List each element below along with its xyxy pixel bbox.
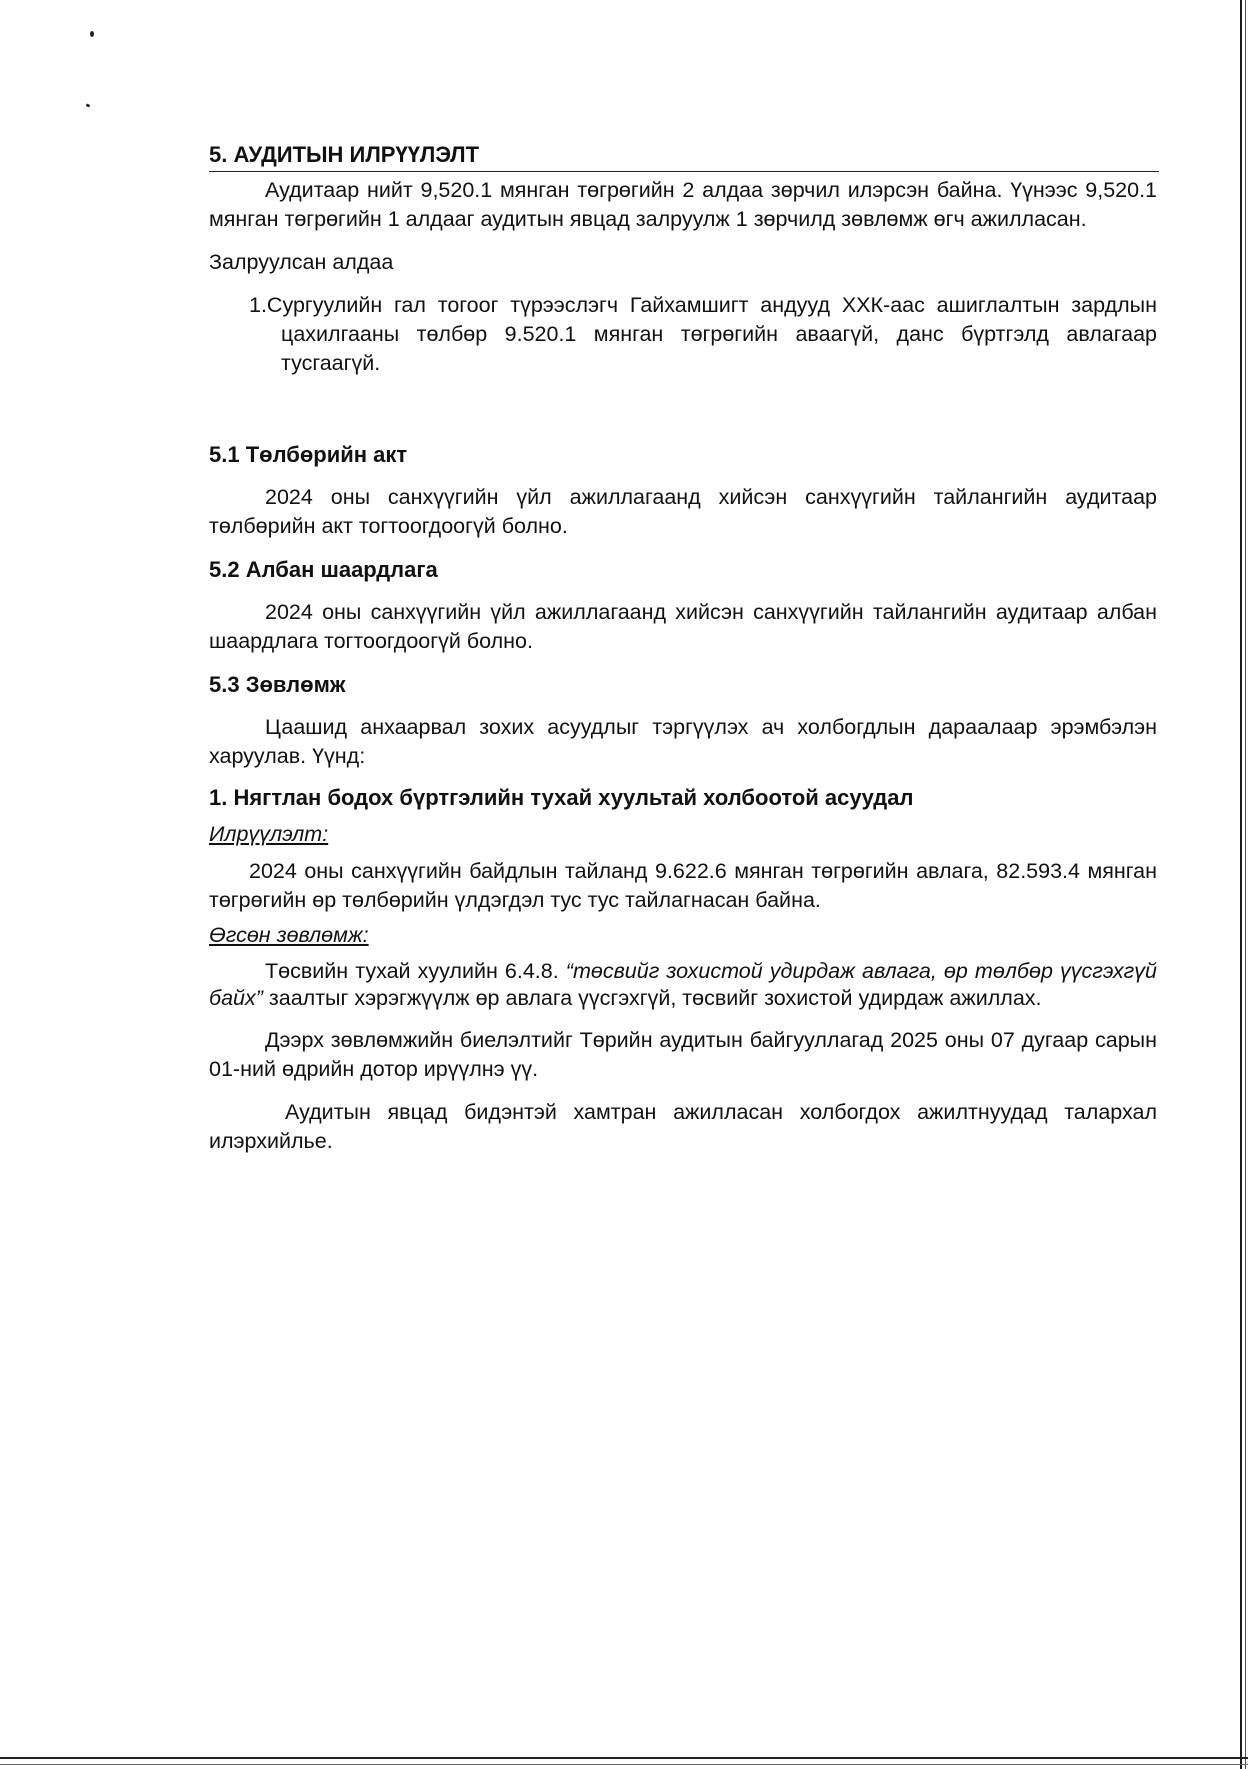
document-page [209,140,1157,1156]
section-5-2-text: 2024 оны санхүүгийн үйл ажиллагаанд хийсэн санхүүгийн тайлангийн аудитаар албан шаардлага тогтоогдоогүй болно. [209,600,1157,653]
scan-edge-right [1240,0,1242,1769]
section-5-1-title: 5.1 Төлбөрийн акт [209,442,408,467]
section-5-1-text: 2024 оны санхүүгийн үйл ажиллагаанд хийсэн санхүүгийн тайлангийн аудитаар төлбөрийн акт тогтоогдоогүй болно. [209,485,1157,538]
section-5-3-text: Цаашид анхаарвал зохих асуудлыг тэргүүлэх ач холбогдлын дараалаар эрэмбэлэн харуулав. Үүнд: [209,715,1157,768]
scan-edge-bottom [0,1757,1248,1759]
scan-speck [86,103,91,108]
recommendation-label: Өгсөн зөвлөмж: [209,923,369,947]
recommendation-quote: “төсвийг зохистой удирдаж авлага, өр төлбөр үүсгэхгүй байх” [209,959,1157,1010]
section-5-title: 5. АУДИТЫН ИЛРҮҮЛЭЛТ [209,140,1159,172]
finding-text: 2024 оны санхүүгийн байдлын тайланд 9.622.6 мянган төгрөгийн авлага, 82.593.4 мянган төгрөгийн өр төлбөрийн үлдэгдэл тус тус тайлагнасан байна. [209,859,1157,912]
section-5-intro: Аудитаар нийт 9,520.1 мянган төгрөгийн 2 алдаа зөрчил илэрсэн байна. Үүнээс 9,520.1 мянган төгрөгийн 1 алдааг аудитын явцад залруулж 1 зөрчилд зөвлөмж өгч ажилласан. [209,178,1157,231]
scan-speck [90,31,94,37]
section-5-2-title: 5.2 Албан шаардлага [209,557,438,582]
closing-deadline: Дээрх зөвлөмжийн биелэлтийг Төрийн аудитын байгууллагад 2025 оны 07 дугаар сарын 01-ний өдрийн дотор ирүүлнэ үү. [209,1028,1157,1081]
issue-1-title: 1. Нягтлан бодох бүртгэлийн тухай хуультай холбоотой асуудал [209,785,914,810]
section-5-3-title: 5.3 Зөвлөмж [209,672,346,697]
scan-edge-right-inner [1245,0,1246,1769]
recommendation-suffix: заалтыг хэрэгжүүлж өр авлага үүсгэхгүй, төсвийг зохистой удирдаж ажиллах. [262,986,1042,1010]
recommendation-prefix: Төсвийн тухай хуулийн 6.4.8. [265,959,566,983]
finding-label: Илрүүлэлт: [209,822,329,846]
corrected-errors-label: Залруулсан алдаа [209,250,394,274]
recommendation-text [209,958,1157,1012]
closing-thanks: Аудитын явцад бидэнтэй хамтран ажилласан холбогдох ажилтнуудад талархал илэрхийлье. [209,1100,1157,1153]
corrected-error-item: 1.Сургуулийн гал тогоог түрээслэгч Гайхамшигт андууд ХХК-аас ашиглалтын зардлын цахилгааны төлбөр 9.520.1 мянган төгрөгийн аваагүй, данс бүртгэлд авлагаар тусгаагүй. [249,293,1157,375]
scan-edge-bottom-inner [0,1764,1248,1765]
